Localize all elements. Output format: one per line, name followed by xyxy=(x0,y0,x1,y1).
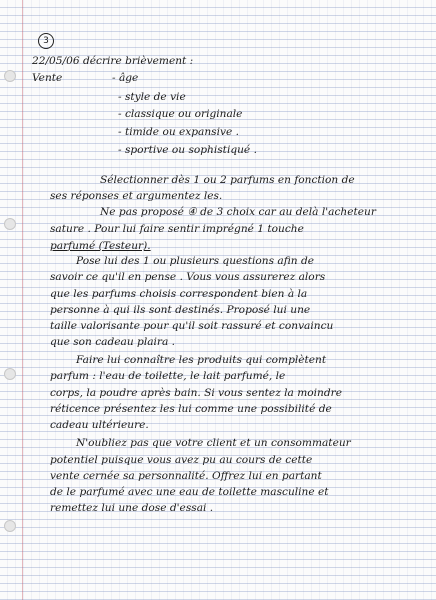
page-number: 3 xyxy=(38,33,54,49)
text-line: que les parfums choisis correspondent bien à la xyxy=(50,288,308,300)
text-line: sature . Pour lui faire sentir imprégné 1 touche xyxy=(50,223,304,235)
text-line: que son cadeau plaira . xyxy=(50,336,176,348)
binder-hole xyxy=(4,520,16,532)
text-line: de le parfumé avec une eau de toilette masculine et xyxy=(50,486,329,498)
text-line: taille valorisante pour qu'il soit rassuré et convaincu xyxy=(50,320,334,332)
criterion-shy: - timide ou expansive . xyxy=(118,126,239,138)
criterion-classic: - classique ou originale xyxy=(118,108,243,120)
text-line: remettez lui une dose d'essai . xyxy=(50,502,214,514)
text-line: personne à qui ils sont destinés. Proposé lui une xyxy=(50,304,311,316)
text-line: Faire lui connaître les produits qui complètent xyxy=(76,354,327,366)
text-line: cadeau ultérieure. xyxy=(50,419,149,431)
text-line: vente cernée sa personnalité. Offrez lui en partant xyxy=(50,470,322,482)
text-line: Ne pas proposé ④ de 3 choix car au delà l'acheteur xyxy=(100,206,376,218)
date: 22/05/06 xyxy=(32,55,80,67)
margin-label: Vente xyxy=(32,72,63,84)
criterion-lifestyle: - style de vie xyxy=(118,91,186,103)
criterion-age: - âge xyxy=(112,72,139,84)
text-line: parfum : l'eau de toilette, le lait parfumé, le xyxy=(50,370,286,382)
text-line: parfumé (Testeur). xyxy=(50,240,151,252)
criterion-sporty: - sportive ou sophistiqué . xyxy=(118,144,257,156)
text-line: potentiel puisque vous avez pu au cours de cette xyxy=(50,454,313,466)
text-line: Pose lui des 1 ou plusieurs questions afin de xyxy=(76,255,315,267)
text-line: Sélectionner dès 1 ou 2 parfums en fonction de xyxy=(100,174,355,186)
text-line: N'oubliez pas que votre client et un consommateur xyxy=(76,437,351,449)
intro-text: décrire brièvement : xyxy=(83,55,194,67)
text-line: corps, la poudre après bain. Si vous sentez la moindre xyxy=(50,387,342,399)
text-line: réticence présentez les lui comme une possibilité de xyxy=(50,403,332,415)
text-line: savoir ce qu'il en pense . Vous vous assurerez alors xyxy=(50,271,326,283)
binder-hole xyxy=(4,70,16,82)
text-line: ses réponses et argumentez les. xyxy=(50,190,223,202)
binder-hole xyxy=(4,218,16,230)
binder-hole xyxy=(4,368,16,380)
margin-line xyxy=(22,0,23,600)
